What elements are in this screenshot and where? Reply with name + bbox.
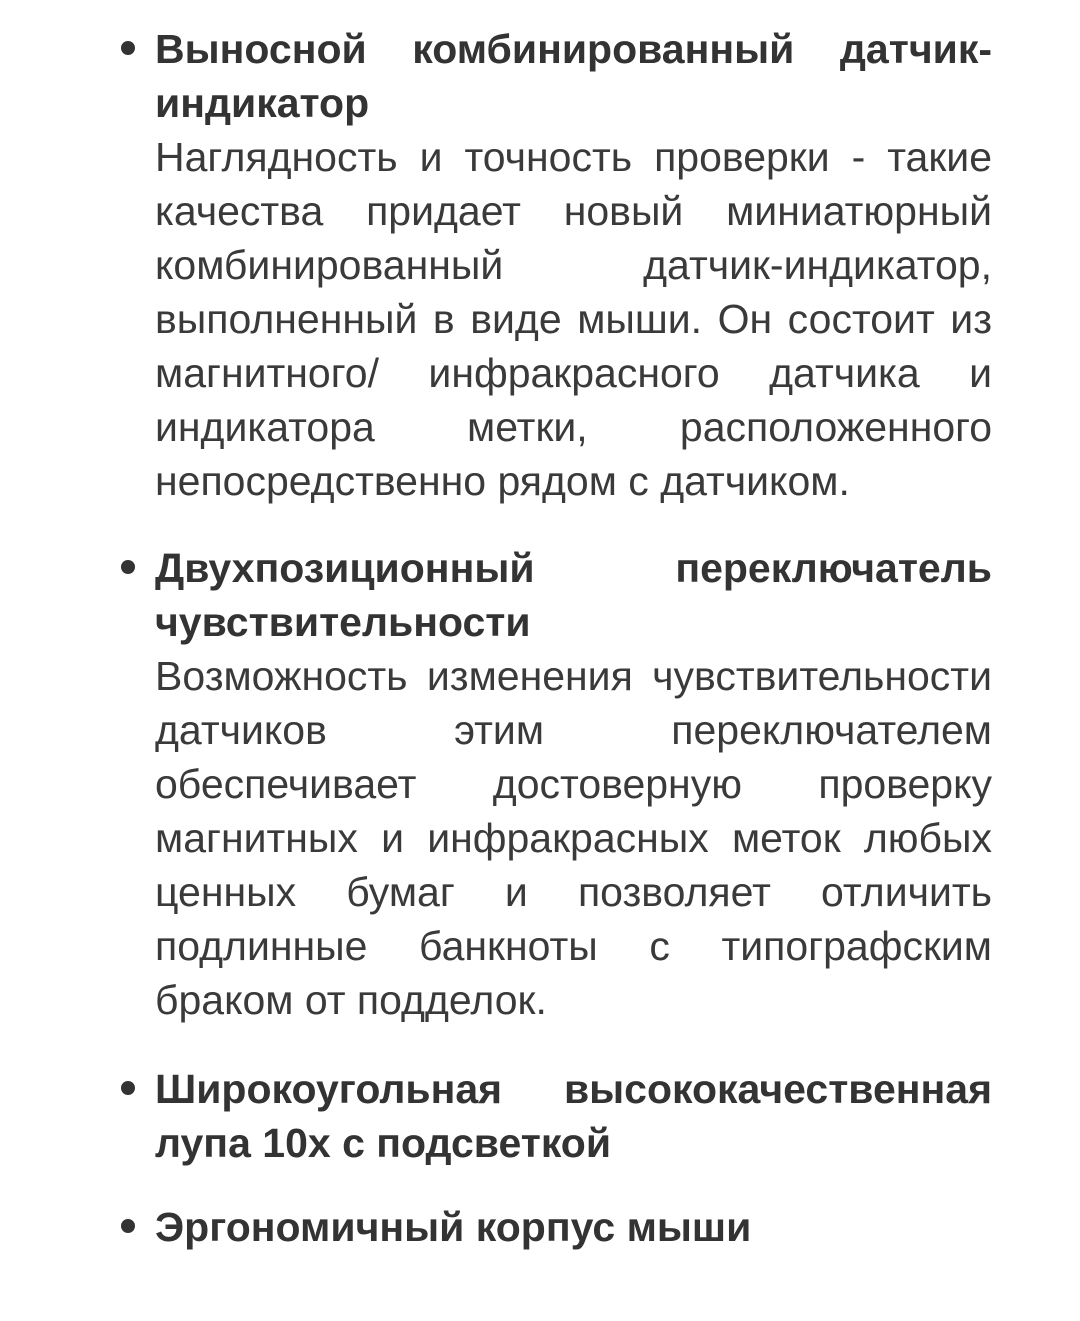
feature-list	[155, 22, 992, 1254]
bullet-icon	[121, 41, 135, 55]
feature-description: Возможность изменения чувствительности датчиков этим переключателем обеспечивает достоверную проверку магнитных и инфракрасных меток любых ценных бумаг и позволяет отличить подлинные банкноты с типографским браком от подделок.	[155, 653, 992, 1023]
feature-title: Выносной комбинированный датчик-индикатор	[155, 26, 992, 126]
feature-title: Широкоугольная высококачественная лупа 10х с подсветкой	[155, 1066, 992, 1166]
bullet-icon	[121, 1219, 135, 1233]
feature-item-sensor-indicator	[155, 22, 992, 508]
feature-item-sensitivity-switch	[155, 541, 992, 1027]
feature-title: Эргономичный корпус мыши	[155, 1204, 752, 1250]
feature-description: Наглядность и точность проверки - такие качества придает новый миниатюрный комбинированный датчик-индикатор, выполненный в виде мыши. Он состоит из магнитного/ инфракрасного датчика и индикатора метки, расположенного непосредственно рядом с датчиком.	[155, 134, 992, 504]
feature-title: Двухпозиционный переключатель чувствительности	[155, 545, 992, 645]
bullet-icon	[121, 560, 135, 574]
feature-item-ergonomic-case	[155, 1200, 992, 1254]
feature-item-magnifier	[155, 1062, 992, 1170]
bullet-icon	[121, 1081, 135, 1095]
